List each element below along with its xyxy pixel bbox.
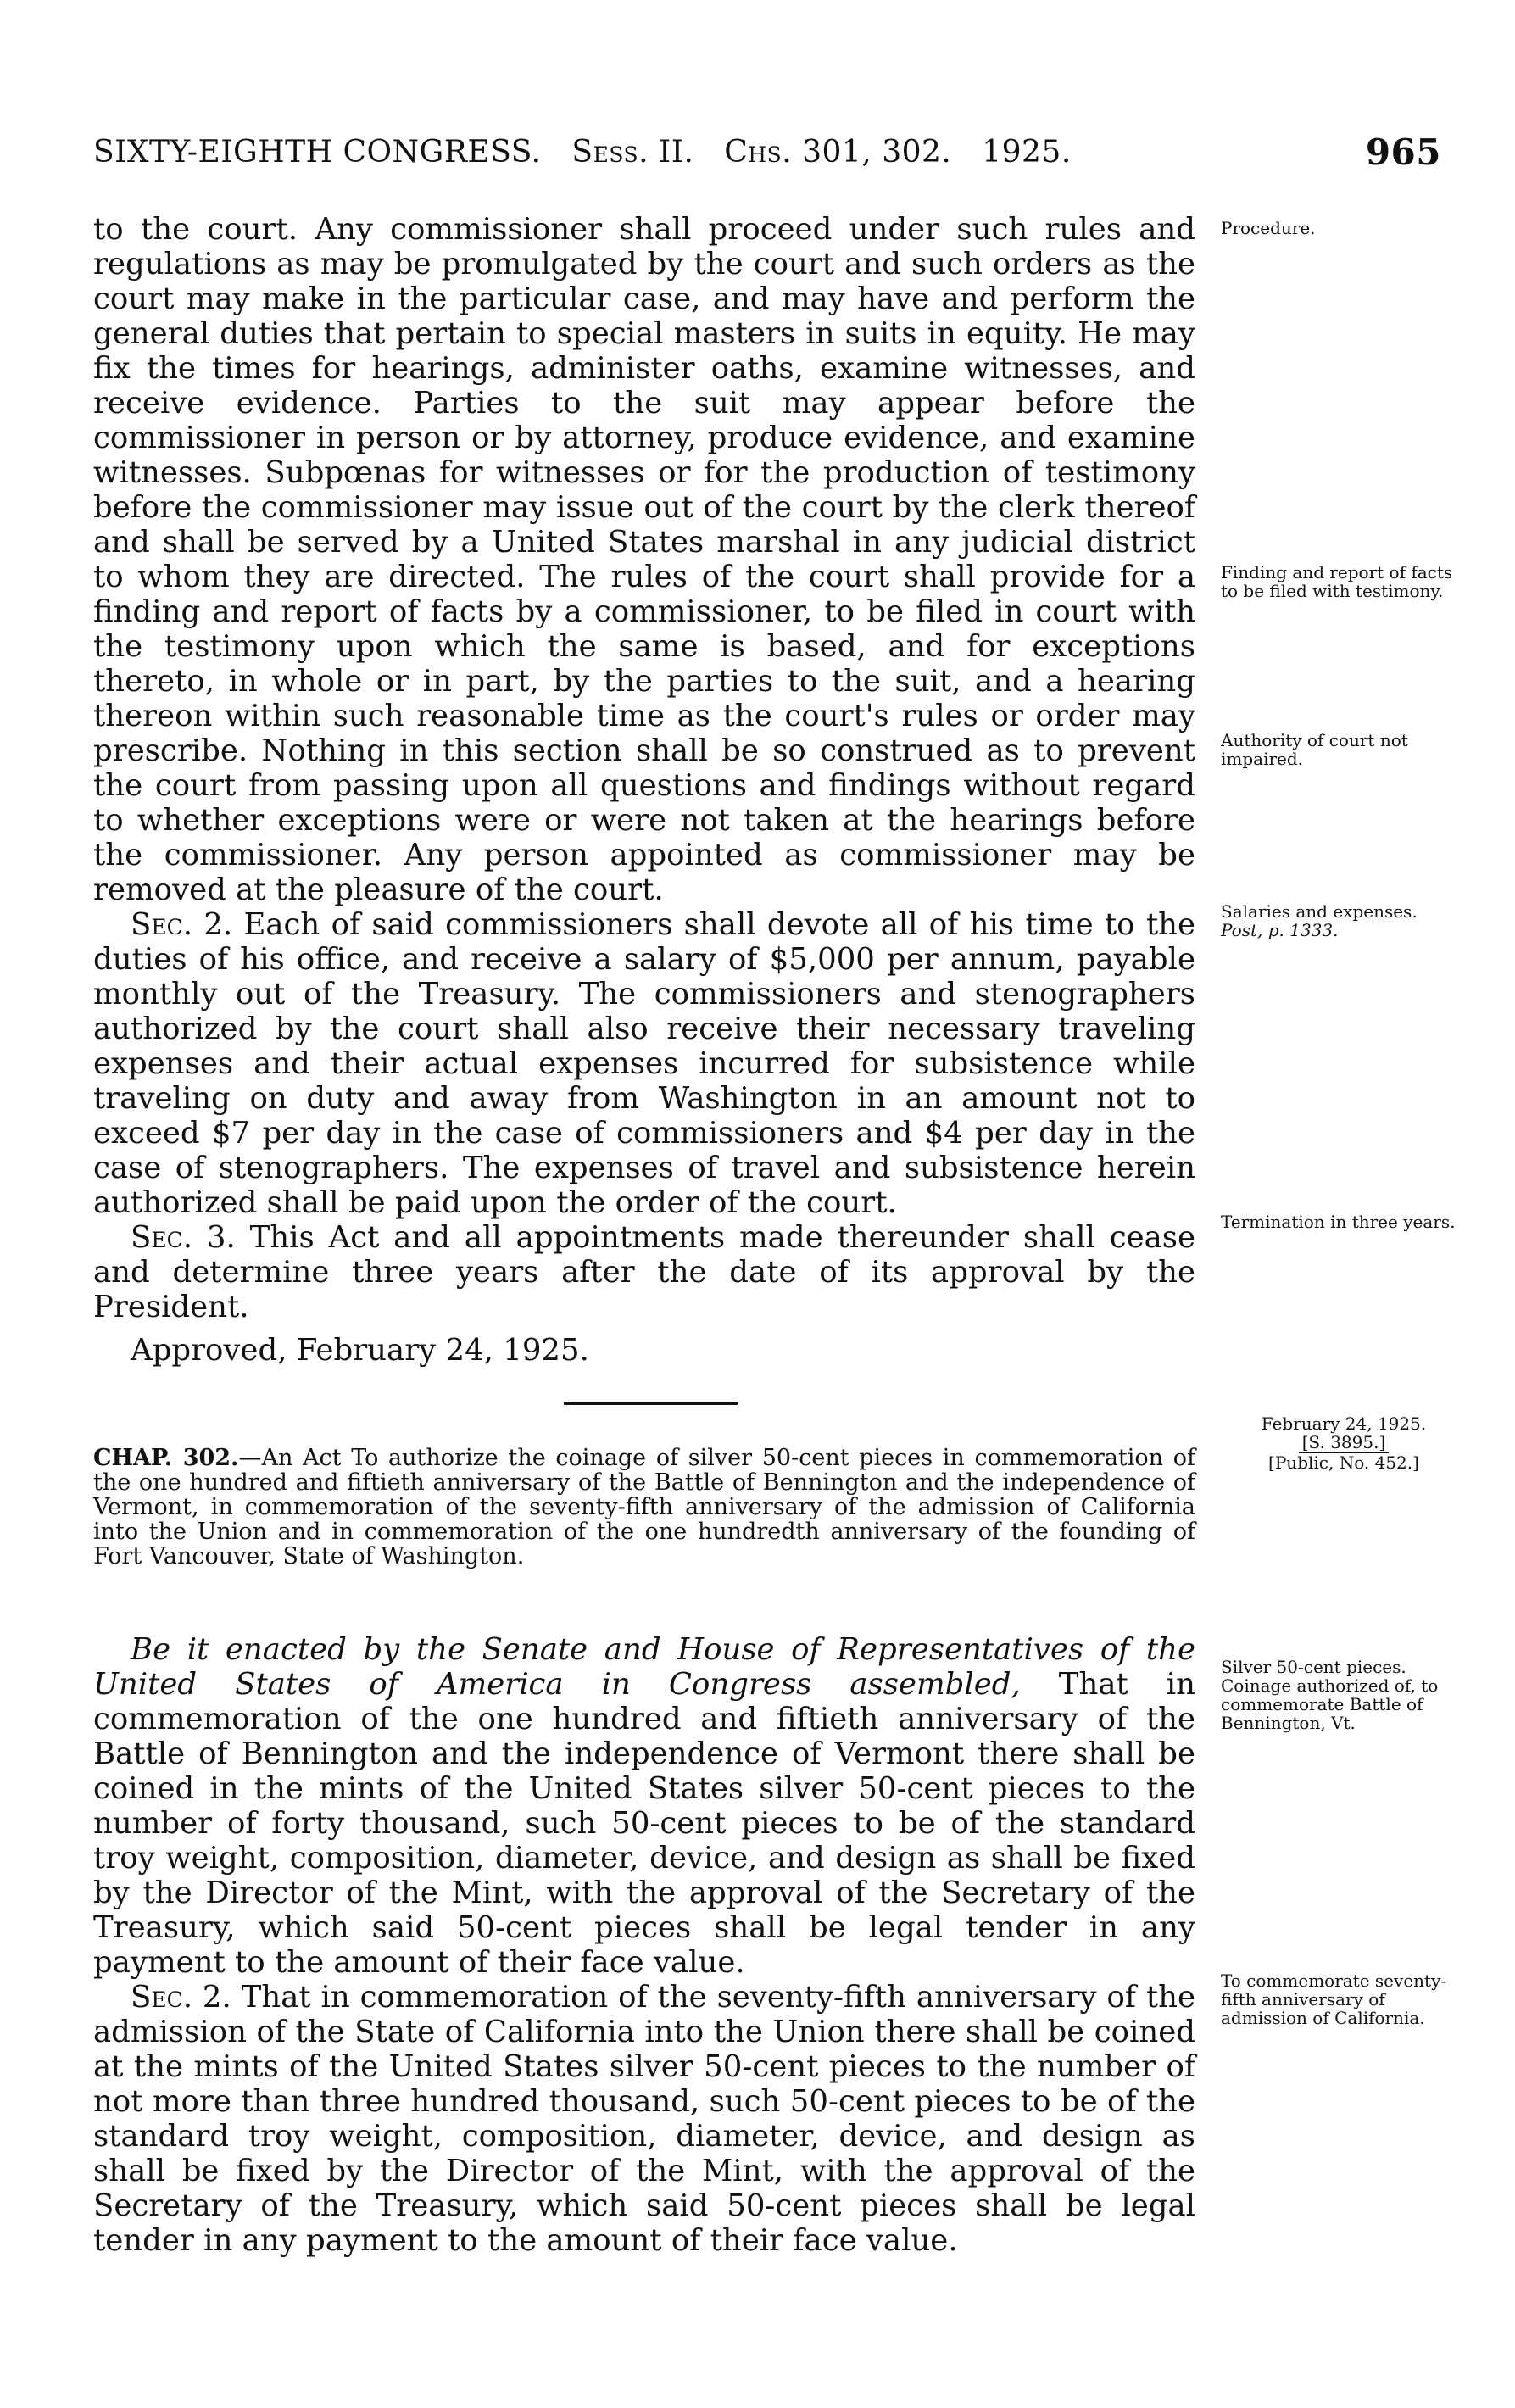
enacting-clause: Be it enacted by the Senate and House of Representatives of the United States of America in Congress assembled, That in commemoration of the one hundred and fiftieth anniversary of the Battle of Bennington and the independence of Vermont there shall be coined in the mints of the United States silver 50-cent pieces to the number of forty thousand, such 50-cent pieces to be of the standard troy weight, composition, diameter, device, and design as shall be fixed by the Director of the Mint, with the approval of the Secretary of the Treasury, which said 50-cent pieces shall be legal tender in any payment to the amount of their face value. — [93, 1632, 1195, 1980]
margin-note-authority: Authority of court not impaired. — [1221, 730, 1408, 769]
chapter-divider — [564, 1402, 738, 1405]
enactment-date: February 24, 1925. — [1261, 1413, 1427, 1434]
chap-302-section-2: Sec. 2. That in commemoration of the seventy-fifth anniversary of the admission of the State of California into the Union there shall be coined at the mints of the United States silver 50-cent pieces to the number of not more than three hundred thousand, such 50-cent pieces to be of the standard troy weight, composition, diameter, device, and design as shall be fixed by the Director of the Mint, with the approval of the Secretary of the Treasury, which said 50-cent pieces shall be legal tender in any payment to the amount of their face value. — [93, 1980, 1195, 2258]
margin-note-salaries-ref: Post, p. 1333. — [1221, 920, 1339, 940]
margin-note-salaries: Salaries and expenses. Post, p. 1333. — [1221, 901, 1418, 940]
section-1-continuation: to the court. Any commissioner shall proceed under such rules and regulations as may be promulgated by the court and such orders as the court may make in the particular case, and may have and perform the general duties that pertain to special masters in suits in equity. He may fix the times for hearings, administer oaths, examine witnesses, and receive evidence. Parties to the suit may appear before the commissioner in person or by attorney, produce evidence, and examine witnesses. Subpœnas for witnesses or for the production of testimony before the commissioner may issue out of the court by the clerk thereof and shall be served by a United States marshal in any judicial district to whom they are directed. The rules of the court shall provide for a finding and report of facts by a commissioner, to be filed in court with the testimony upon which the same is based, and for exceptions thereto, in whole or in part, by the parties to the suit, and a hearing thereon within such reasonable time as the court's rules or order may prescribe. Nothing in this section shall be so construed as to prevent the court from passing upon all questions and findings without regard to whether exceptions were or were not taken at the hearings before the commissioner. Any person appointed as commissioner may be removed at the pleasure of the court. — [93, 212, 1195, 907]
section-2: Sec. 2. Each of said commissioners shall devote all of his time to the duties of his office, and receive a salary of $5,000 per annum, payable monthly out of the Treasury. The commissioners and stenographers authorized by the court shall also receive their necessary traveling expenses and their actual expenses incurred for subsistence while traveling on duty and away from Washington in an amount not to exceed $7 per day in the case of commissioners and $4 per day in the case of stenographers. The expenses of travel and subsistence herein authorized shall be paid upon the order of the court. — [93, 907, 1195, 1220]
chapter-302-body — [93, 1632, 1195, 2258]
approval-line: Approved, February 24, 1925. — [131, 1333, 589, 1368]
chapter-302-title: CHAP. 302.—An Act To authorize the coinage of silver 50-cent pieces in commemoration of the one hundred and fiftieth anniversary of the Battle of Bennington and the independence of Vermont, in commemoration of the seventy-fifth anniversary of the admission of California into the Union and in commemoration of the one hundredth anniversary of the founding of Fort Vancouver, State of Washington. — [93, 1445, 1195, 1569]
page-number: 965 — [1365, 131, 1441, 173]
margin-note-finding-report: Finding and report of facts to be filed with testimony. — [1221, 562, 1453, 601]
chapter-301-body — [93, 212, 1195, 1368]
margin-note-termination: Termination in three years. — [1221, 1212, 1456, 1232]
running-head: SIXTY-EIGHTH CONGRESS. Sess. II. Chs. 301, 302. 1925. — [93, 135, 1072, 170]
margin-note-procedure: Procedure. — [1221, 218, 1316, 238]
public-law-number: [Public, No. 452.] — [1268, 1452, 1419, 1473]
page-header — [93, 127, 1441, 178]
section-3: Sec. 3. This Act and all appointments made thereunder shall cease and determine three years after the date of its approval by the President. — [93, 1220, 1195, 1324]
senate-bill-number: [S. 3895.] — [1299, 1433, 1390, 1453]
margin-note-silver-pieces: Silver 50-cent pieces. Coinage authorized of, to commemorate Battle of Bennington, Vt. — [1221, 1657, 1439, 1733]
margin-note-california: To commemorate seventy-fifth anniversary of admission of California. — [1221, 1970, 1447, 2028]
margin-note-dates — [1221, 1414, 1467, 1472]
